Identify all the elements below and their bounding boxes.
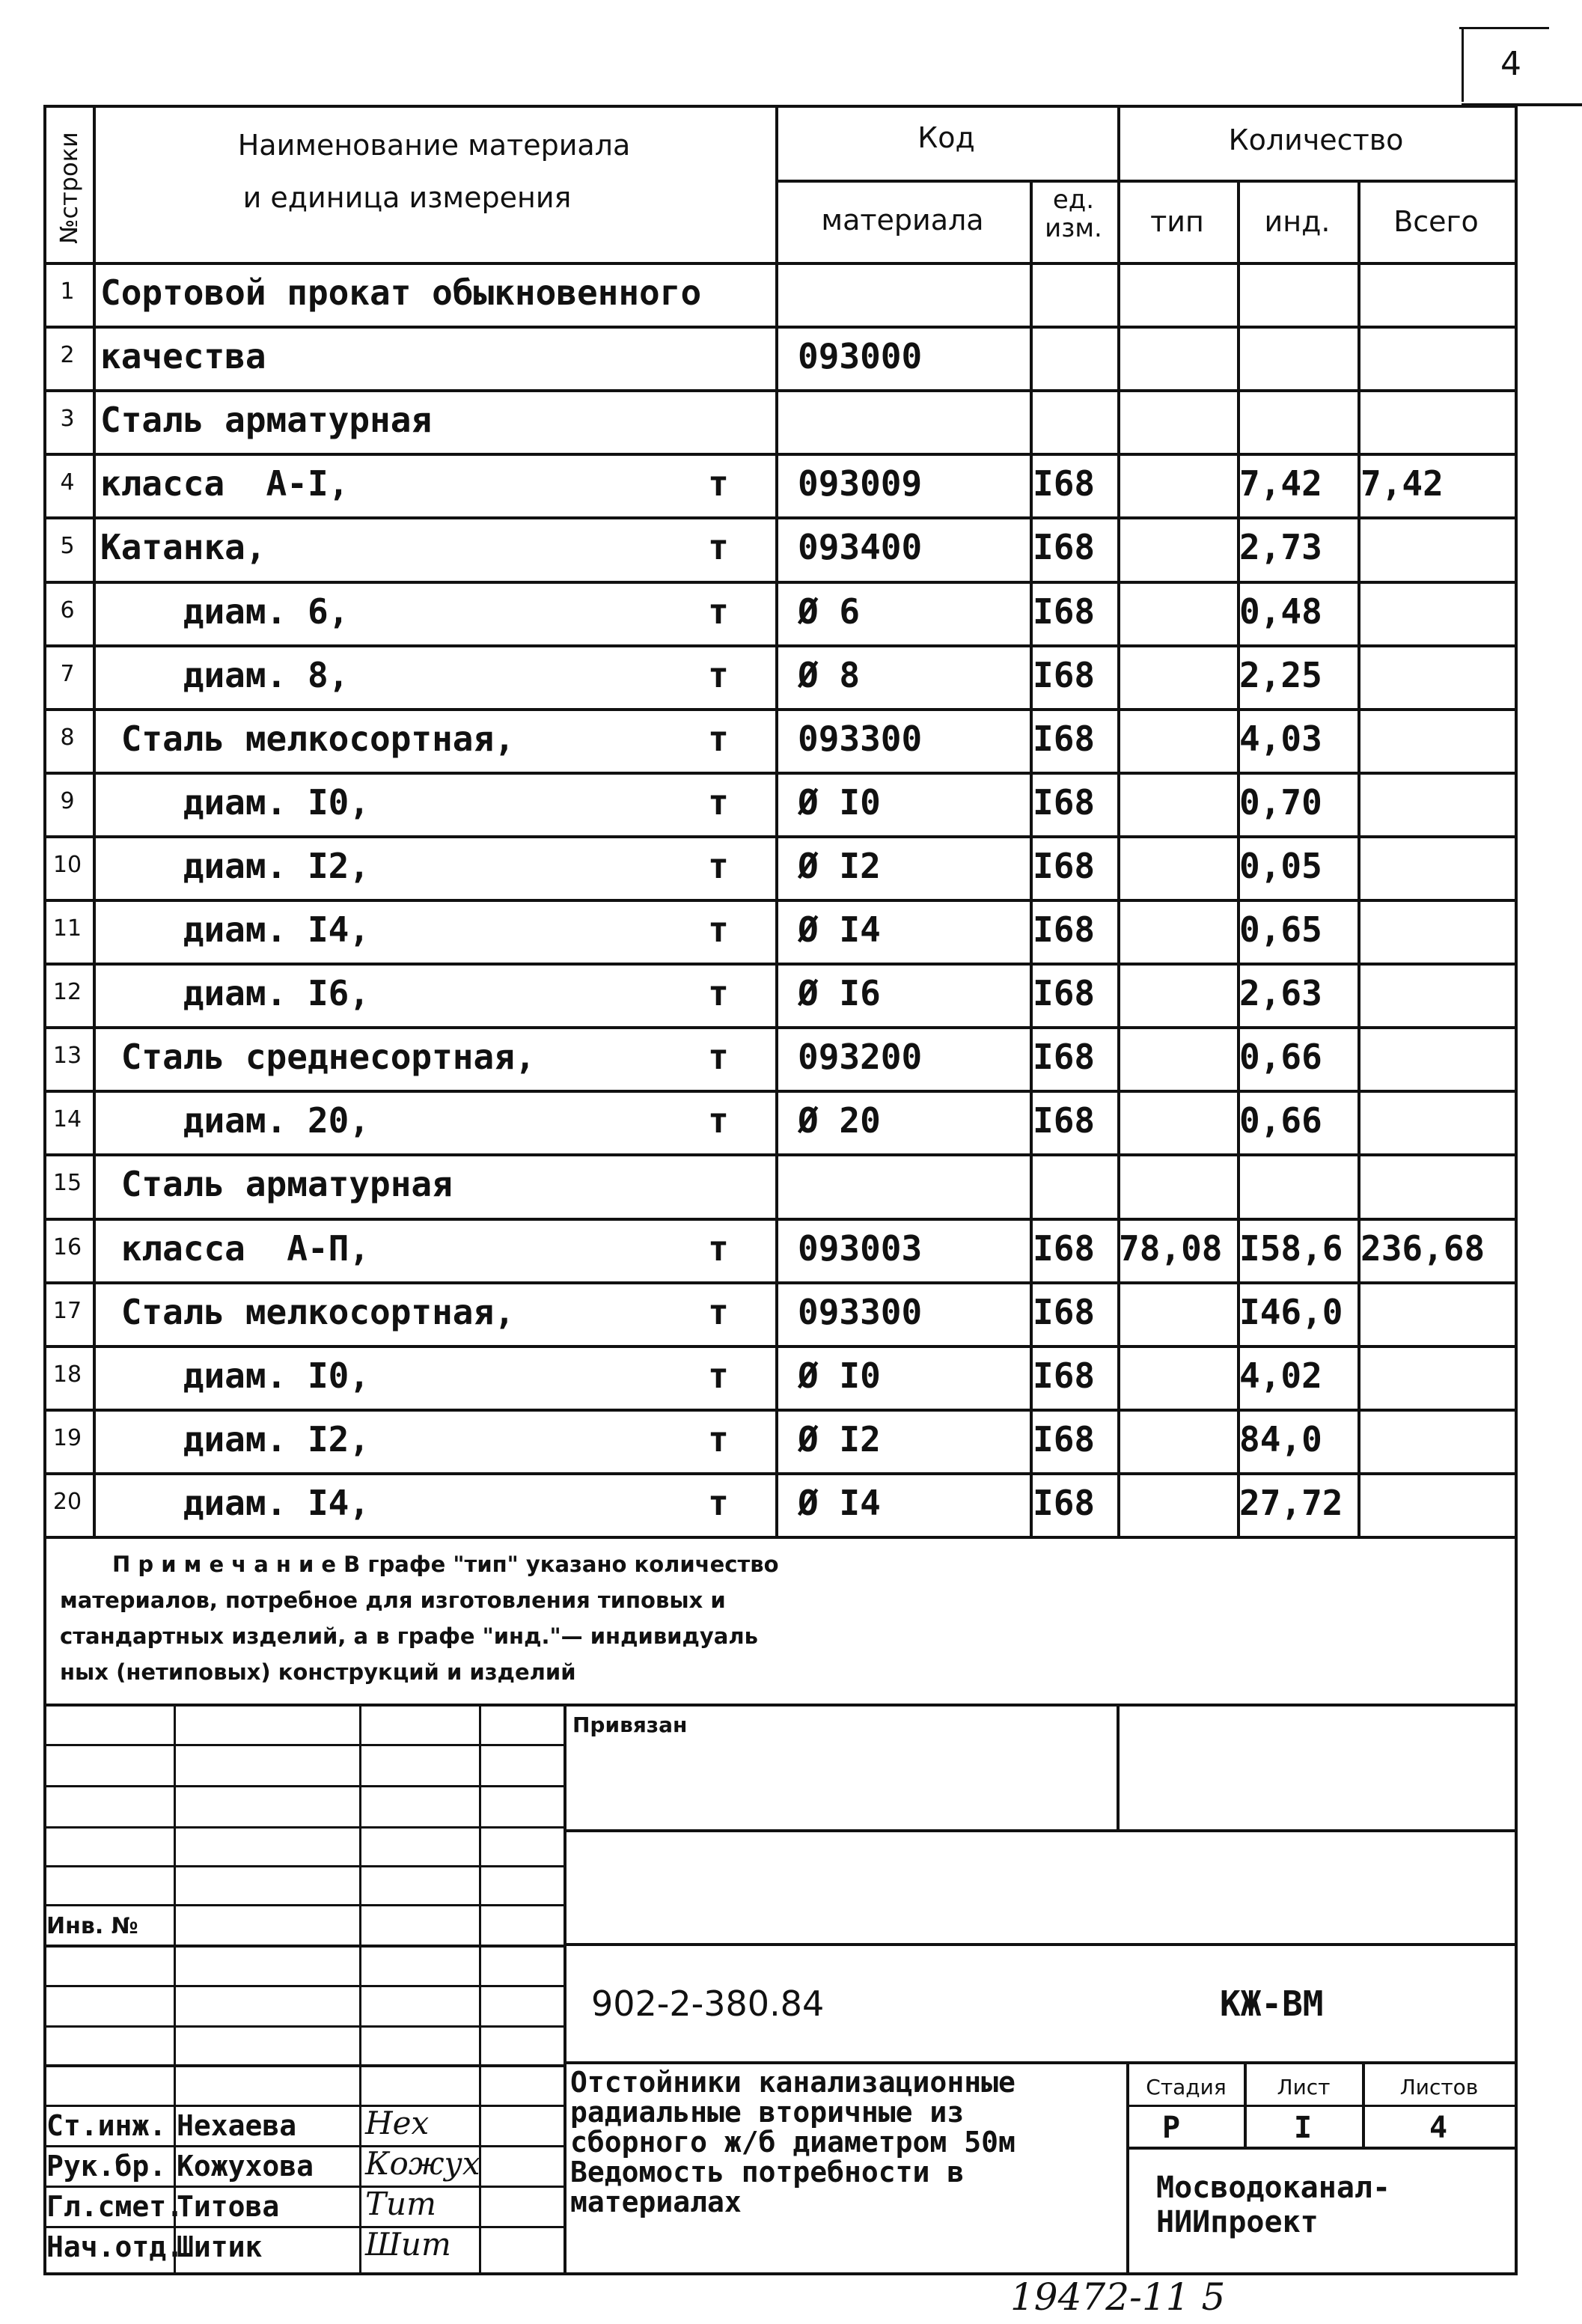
row-number: 13 <box>52 1043 82 1070</box>
row-number: 14 <box>52 1106 82 1133</box>
material-name-cell: диам. I0, <box>100 1355 370 1396</box>
material-name-cell: диам. I6, <box>100 973 370 1014</box>
header-qty-type: тип <box>1150 205 1204 238</box>
table-row <box>0 963 1582 1026</box>
header-qty-ind: инд. <box>1264 205 1331 238</box>
qty-ind-cell: 0,48 <box>1239 591 1322 632</box>
table-row <box>0 835 1582 899</box>
row-number: 2 <box>60 342 75 369</box>
qty-ind-cell: 4,03 <box>1239 718 1322 759</box>
unit-code-cell: I68 <box>1033 463 1096 504</box>
material-code-cell: 093300 <box>798 718 923 759</box>
material-code-cell: Ø 20 <box>798 1100 881 1141</box>
row-number: 20 <box>52 1488 82 1515</box>
unit-code-cell: I68 <box>1033 845 1096 886</box>
material-code-cell: Ø I0 <box>798 1355 881 1396</box>
table-row <box>0 708 1582 772</box>
sheet-value: I <box>1293 2111 1313 2145</box>
unit-code-cell: I68 <box>1033 909 1096 950</box>
person-signature: Тит <box>365 2186 436 2222</box>
unit-code-cell: I68 <box>1033 718 1096 759</box>
row-number: 11 <box>52 915 82 942</box>
person-role: Рук.бр. <box>46 2150 167 2183</box>
stage-value: Р <box>1161 2111 1181 2145</box>
note-text: П р и м е ч а н и е В графе "тип" указано количество материалов, потребное для изготовления типовых и стандартных изделий, а в графе "инд."— индивидуаль ных (нетиповых) конструкций и изделий <box>60 1552 779 1685</box>
organization: Мосводоканал- НИИпроект <box>1156 2171 1391 2239</box>
row-number: 1 <box>60 278 75 305</box>
unit-cell: т <box>708 1355 729 1396</box>
row-number: 4 <box>60 469 75 496</box>
unit-cell: т <box>708 654 729 695</box>
table-row <box>0 1090 1582 1153</box>
person-role: Нач.отд. <box>46 2230 184 2263</box>
bottom-inventory-number: 19472-11 5 <box>1010 2275 1226 2319</box>
row-number: 9 <box>60 787 75 814</box>
table-row <box>0 262 1582 326</box>
person-signature: Кожух <box>365 2145 480 2182</box>
material-code-cell: Ø I2 <box>798 845 881 886</box>
row-number: 7 <box>60 660 75 687</box>
material-name-cell: диам. I4, <box>100 909 370 950</box>
material-code-cell: Ø I6 <box>798 973 881 1014</box>
document-code: 902-2-380.84 <box>591 1983 825 2024</box>
material-code-cell: 093200 <box>798 1037 923 1078</box>
person-name: Кожухова <box>177 2150 314 2183</box>
person-name: Нехаева <box>177 2109 297 2142</box>
document-title: Отстойники канализационные радиальные вторичные из сборного ж/б диаметром 50м Ведомость потребности в материалах <box>570 2066 1016 2218</box>
material-code-cell: Ø I4 <box>798 909 881 950</box>
unit-code-cell: I68 <box>1033 1227 1096 1269</box>
material-code-cell: 093000 <box>798 336 923 377</box>
row-number: 5 <box>60 533 75 560</box>
page-number: 4 <box>1500 45 1521 83</box>
qty-ind-cell: 84,0 <box>1239 1418 1322 1460</box>
material-name-cell: диам. 6, <box>100 591 349 632</box>
header-code-unit: ед. изм. <box>1045 185 1102 243</box>
material-code-cell: 093003 <box>798 1227 923 1269</box>
material-name-cell: диам. I0, <box>100 781 370 823</box>
qty-total-cell: 7,42 <box>1360 463 1444 504</box>
unit-cell: т <box>708 845 729 886</box>
material-name-cell: качества <box>100 336 266 377</box>
row-number: 19 <box>52 1424 82 1451</box>
unit-code-cell: I68 <box>1033 1482 1096 1523</box>
row-number: 12 <box>52 979 82 1006</box>
table-row <box>0 581 1582 644</box>
unit-code-cell: I68 <box>1033 1037 1096 1078</box>
unit-cell: т <box>708 1227 729 1269</box>
header-name-line2: и единица измерения <box>242 181 572 214</box>
unit-cell: т <box>708 1418 729 1460</box>
material-name-cell: диам. 20, <box>100 1100 370 1141</box>
qty-ind-cell: 2,25 <box>1239 654 1322 695</box>
unit-cell: т <box>708 463 729 504</box>
table-row <box>0 899 1582 963</box>
unit-cell: т <box>708 781 729 823</box>
material-name-cell: Сталь мелкосортная, <box>100 1291 515 1332</box>
material-name-cell: Сталь арматурная <box>100 400 433 441</box>
unit-code-cell: I68 <box>1033 1355 1096 1396</box>
sheets-value: 4 <box>1429 2111 1448 2145</box>
qty-ind-cell: 4,02 <box>1239 1355 1322 1396</box>
person-name: Титова <box>177 2190 280 2223</box>
material-name-cell: класса А-П, <box>100 1227 370 1269</box>
qty-ind-cell: 0,65 <box>1239 909 1322 950</box>
table-row <box>0 389 1582 453</box>
unit-code-cell: I68 <box>1033 1100 1096 1141</box>
material-name-cell: диам. I2, <box>100 1418 370 1460</box>
row-number: 6 <box>60 597 75 623</box>
table-row <box>0 772 1582 835</box>
qty-ind-cell: 27,72 <box>1239 1482 1343 1523</box>
unit-cell: т <box>708 909 729 950</box>
document-mark: КЖ-ВМ <box>1220 1983 1324 2024</box>
table-row <box>0 1409 1582 1472</box>
material-code-cell: Ø 8 <box>798 654 861 695</box>
unit-cell: т <box>708 973 729 1014</box>
unit-cell: т <box>708 591 729 632</box>
sheet-label: Лист <box>1277 2075 1331 2099</box>
qty-ind-cell: 0,66 <box>1239 1100 1322 1141</box>
header-row-number: №строки <box>55 132 83 244</box>
table-row <box>0 644 1582 708</box>
unit-code-cell: I68 <box>1033 781 1096 823</box>
qty-ind-cell: 2,73 <box>1239 527 1322 568</box>
header-qty-total: Всего <box>1393 205 1479 238</box>
privyazan-label: Привязан <box>572 1712 688 1737</box>
unit-cell: т <box>708 527 729 568</box>
material-code-cell: 093009 <box>798 463 923 504</box>
qty-ind-cell: 7,42 <box>1239 463 1322 504</box>
unit-cell: т <box>708 1037 729 1078</box>
material-code-cell: 093400 <box>798 527 923 568</box>
unit-code-cell: I68 <box>1033 1418 1096 1460</box>
unit-code-cell: I68 <box>1033 527 1096 568</box>
material-name-cell: Сортовой прокат обыкновенного <box>100 272 702 313</box>
person-name: Шитик <box>177 2230 263 2263</box>
table-row <box>0 516 1582 580</box>
person-role: Ст.инж. <box>46 2109 167 2142</box>
row-number: 8 <box>60 724 75 751</box>
unit-cell: т <box>708 718 729 759</box>
unit-code-cell: I68 <box>1033 654 1096 695</box>
row-number: 3 <box>60 406 75 433</box>
material-code-cell: 093300 <box>798 1291 923 1332</box>
material-code-cell: Ø 6 <box>798 591 861 632</box>
person-signature: Шит <box>365 2226 451 2263</box>
qty-ind-cell: I46,0 <box>1239 1291 1343 1332</box>
row-number: 18 <box>52 1361 82 1388</box>
inv-no-label: Инв. № <box>46 1913 138 1939</box>
material-name-cell: Сталь арматурная <box>100 1164 453 1205</box>
person-role: Гл.смет. <box>46 2190 184 2223</box>
row-number: 17 <box>52 1297 82 1324</box>
table-row <box>0 453 1582 516</box>
material-name-cell: диам. I4, <box>100 1482 370 1523</box>
unit-code-cell: I68 <box>1033 973 1096 1014</box>
table-row <box>0 1218 1582 1281</box>
material-name-cell: диам. I2, <box>100 845 370 886</box>
material-code-cell: Ø I4 <box>798 1482 881 1523</box>
row-number: 16 <box>52 1233 82 1260</box>
material-code-cell: Ø I2 <box>798 1418 881 1460</box>
stage-label: Стадия <box>1146 2075 1227 2099</box>
unit-cell: т <box>708 1482 729 1523</box>
unit-cell: т <box>708 1291 729 1332</box>
header-code-material: материала <box>821 204 984 237</box>
qty-total-cell: 236,68 <box>1360 1227 1485 1269</box>
table-row <box>0 1345 1582 1409</box>
table-row <box>0 1281 1582 1345</box>
person-signature: Нех <box>365 2105 430 2141</box>
qty-ind-cell: 0,70 <box>1239 781 1322 823</box>
material-name-cell: Сталь мелкосортная, <box>100 718 515 759</box>
qty-ind-cell: 0,66 <box>1239 1037 1322 1078</box>
material-code-cell: Ø I0 <box>798 781 881 823</box>
table-row <box>0 1153 1582 1217</box>
unit-code-cell: I68 <box>1033 1291 1096 1332</box>
material-name-cell: Катанка, <box>100 527 266 568</box>
header-quantity: Количество <box>1228 123 1404 156</box>
table-row <box>0 326 1582 389</box>
qty-ind-cell: I58,6 <box>1239 1227 1343 1269</box>
qty-type-cell: 78,08 <box>1119 1227 1223 1269</box>
material-name-cell: Сталь среднесортная, <box>100 1037 536 1078</box>
table-row <box>0 1026 1582 1090</box>
qty-ind-cell: 2,63 <box>1239 973 1322 1014</box>
header-name-line1: Наименование материала <box>237 129 631 162</box>
material-name-cell: класса А-I, <box>100 463 349 504</box>
unit-cell: т <box>708 1100 729 1141</box>
header-code: Код <box>917 121 975 154</box>
unit-code-cell: I68 <box>1033 591 1096 632</box>
material-name-cell: диам. 8, <box>100 654 349 695</box>
qty-ind-cell: 0,05 <box>1239 845 1322 886</box>
table-row <box>0 1472 1582 1536</box>
sheets-label: Листов <box>1399 2075 1479 2099</box>
row-number: 15 <box>52 1170 82 1197</box>
row-number: 10 <box>52 851 82 878</box>
